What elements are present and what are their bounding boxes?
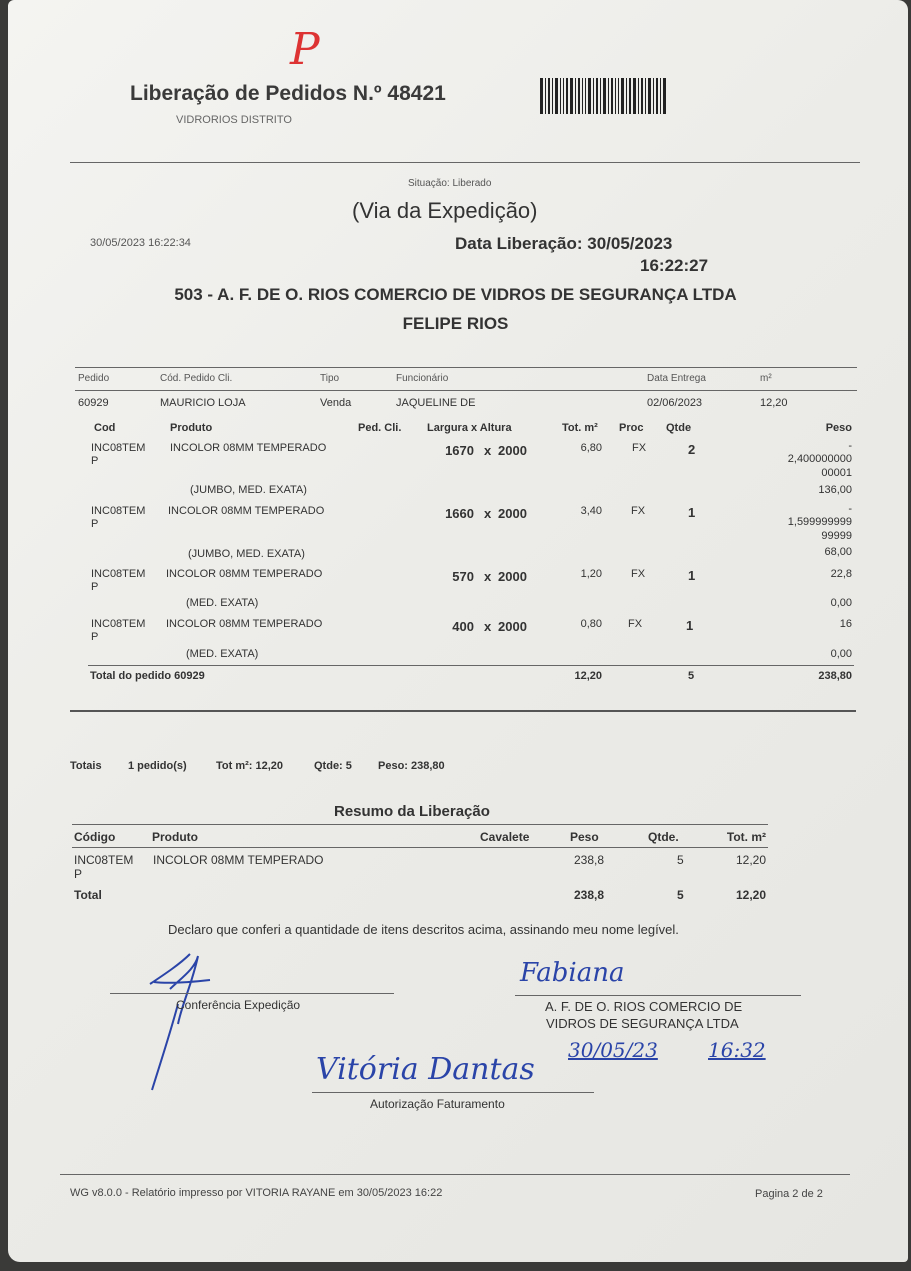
resumo-title: Resumo da Liberação [334, 803, 490, 820]
totais-peso: Peso: 238,80 [378, 760, 445, 772]
table-row-proc: FX [628, 618, 643, 630]
footer-divider [60, 1174, 850, 1175]
th-cod: Cod [94, 422, 116, 434]
table-row-obs: (JUMBO, MED. EXATA) [190, 484, 307, 496]
table-row-peso-total: 0,00 [830, 597, 852, 609]
table-row-peso: 22,8 [830, 568, 852, 580]
table-row-tot-m2: 3,40 [580, 505, 602, 517]
conferencia-signature [140, 944, 230, 1094]
handwritten-date: 30/05/23 [568, 1038, 658, 1062]
table-row-tot-m2: 0,80 [580, 618, 602, 630]
order-total-qtde: 5 [688, 670, 695, 682]
table-row-peso-cont: 99999 [821, 530, 852, 542]
footer-report-info: WG v8.0.0 - Relatório impresso por VITORIA RAYANE em 30/05/2023 16:22 [70, 1187, 443, 1199]
order-total-peso: 238,80 [818, 670, 852, 682]
table-row-produto: INCOLOR 08MM TEMPERADO [170, 442, 327, 454]
resumo-row-qtde: 5 [677, 853, 684, 867]
table-row-tot-m2: 6,80 [580, 442, 602, 454]
totais-label: Totais [70, 760, 102, 772]
table-row-altura: 2000 [498, 506, 527, 521]
order-number: 60929 [78, 397, 109, 409]
order-total-label: Total do pedido 60929 [90, 670, 205, 682]
table-row-x: x [484, 443, 492, 458]
resumo-header-divider [72, 847, 768, 848]
table-row-produto: INCOLOR 08MM TEMPERADO [168, 505, 325, 517]
resumo-row-cod-suffix: P [74, 867, 83, 881]
table-row-qtde: 1 [688, 568, 696, 583]
table-row-peso: 2,400000000 [787, 453, 852, 465]
table-row-peso-dash: - [848, 503, 852, 515]
table-row-cod-suffix: P [91, 631, 99, 643]
table-row-obs: (JUMBO, MED. EXATA) [188, 548, 305, 560]
table-row-peso-total: 0,00 [830, 648, 852, 660]
resumo-total-peso: 238,8 [573, 888, 604, 902]
table-row-cod: INC08TEM [91, 568, 146, 580]
order-client-code: MAURICIO LOJA [160, 397, 246, 409]
resumo-row-tot-m2: 12,20 [735, 853, 766, 867]
table-row-produto: INCOLOR 08MM TEMPERADO [166, 568, 323, 580]
resumo-th-peso: Peso [570, 830, 599, 844]
table-row-peso: 1,599999999 [787, 516, 852, 528]
table-row-largura: 1670 [445, 443, 474, 458]
table-row-largura: 1660 [445, 506, 474, 521]
authorization-signature: Vitória Dantas [316, 1052, 535, 1087]
conferencia-line [110, 993, 394, 994]
resumo-row-peso: 238,8 [573, 853, 604, 867]
authorization-label: Autorização Faturamento [370, 1097, 505, 1111]
table-row-x: x [484, 619, 492, 634]
totais-pedidos: 1 pedido(s) [128, 760, 187, 772]
table-row-tot-m2: 1,20 [580, 568, 602, 580]
printed-timestamp: 30/05/2023 16:22:34 [90, 237, 191, 249]
table-row-produto: INCOLOR 08MM TEMPERADO [166, 618, 323, 630]
table-row-qtde: 2 [688, 442, 696, 457]
table-row-peso-total: 136,00 [818, 484, 852, 496]
th-ped-cli: Ped. Cli. [358, 422, 402, 434]
client-sign-name-2: VIDROS DE SEGURANÇA LTDA [546, 1016, 739, 1031]
table-row-largura: 570 [452, 569, 474, 584]
handwritten-time: 16:32 [708, 1038, 766, 1062]
resumo-total-qtde: 5 [677, 888, 684, 902]
resumo-top-divider [72, 824, 768, 825]
table-row-proc: FX [631, 505, 646, 517]
table-row-cod-suffix: P [91, 518, 99, 530]
declaration-text: Declaro que conferi a quantidade de itens descritos acima, assinando meu nome legível. [168, 922, 679, 937]
resumo-th-produto: Produto [152, 830, 198, 844]
client-contact: FELIPE RIOS [402, 314, 509, 333]
order-employee: JAQUELINE DE [396, 397, 476, 409]
barcode [540, 78, 682, 114]
table-row-qtde: 1 [686, 618, 694, 633]
table-row-altura: 2000 [498, 569, 527, 584]
handwritten-mark: P [290, 24, 320, 75]
th-produto: Produto [170, 422, 213, 434]
table-row-x: x [484, 506, 492, 521]
resumo-row-cod: INC08TEM [74, 853, 134, 867]
col-cod-cli: Cód. Pedido Cli. [160, 373, 233, 384]
table-row-cod: INC08TEM [91, 618, 146, 630]
page-number: Pagina 2 de 2 [755, 1188, 823, 1200]
order-delivery-date: 02/06/2023 [647, 397, 703, 409]
situacao-label: Situação: Liberado [408, 178, 492, 189]
total-divider [88, 665, 854, 666]
resumo-th-tot-m2: Tot. m² [726, 830, 766, 844]
order-m2: 12,20 [760, 397, 788, 409]
table-row-cod: INC08TEM [91, 442, 146, 454]
table-row-peso: 16 [839, 618, 852, 630]
order-type: Venda [320, 397, 352, 409]
client-signature: Fabiana [520, 958, 625, 988]
resumo-th-cavalete: Cavalete [480, 830, 530, 844]
authorization-line [312, 1092, 594, 1093]
release-date: Data Liberação: 30/05/2023 [455, 234, 673, 253]
table-row-x: x [484, 569, 492, 584]
table-row-altura: 2000 [498, 443, 527, 458]
col-m2: m² [760, 373, 772, 384]
resumo-total-tot-m2: 12,20 [735, 888, 766, 902]
table-row-cod-suffix: P [91, 455, 99, 467]
client-sign-name-1: A. F. DE O. RIOS COMERCIO DE [545, 999, 743, 1014]
table-row-largura: 400 [452, 619, 474, 634]
table-row-altura: 2000 [498, 619, 527, 634]
table-row-obs: (MED. EXATA) [186, 648, 259, 660]
table-row-peso-dash: - [848, 440, 852, 452]
col-data-entrega: Data Entrega [647, 373, 706, 384]
table-row-peso-total: 68,00 [824, 546, 852, 558]
table-row-peso-cont: 00001 [821, 467, 852, 479]
th-tot-m2: Tot. m² [562, 422, 598, 434]
col-funcionario: Funcionário [396, 373, 449, 384]
th-peso: Peso [825, 422, 852, 434]
th-dimensions: Largura x Altura [427, 422, 512, 434]
order-header-divider [75, 390, 857, 391]
resumo-th-codigo: Código [74, 830, 116, 844]
th-proc: Proc [619, 422, 644, 434]
totais-m2: Tot m²: 12,20 [216, 760, 284, 772]
table-row-cod: INC08TEM [91, 505, 146, 517]
via-label: (Via da Expedição) [352, 198, 538, 223]
header-divider [70, 162, 860, 163]
resumo-row-produto: INCOLOR 08MM TEMPERADO [153, 853, 324, 867]
client-signature-line [515, 995, 801, 996]
release-time: 16:22:27 [640, 256, 709, 275]
table-row-proc: FX [632, 442, 647, 454]
order-top-divider [75, 367, 857, 368]
table-row-cod-suffix: P [91, 581, 99, 593]
section-divider [70, 710, 856, 712]
resumo-total-label: Total [74, 888, 102, 902]
page-title: Liberação de Pedidos N.º 48421 [130, 82, 446, 105]
company-short-name: VIDRORIOS DISTRITO [176, 114, 292, 126]
th-qtde: Qtde [666, 422, 692, 434]
col-tipo: Tipo [320, 373, 340, 384]
order-total-m2: 12,20 [574, 670, 602, 682]
table-row-proc: FX [631, 568, 646, 580]
resumo-th-qtde: Qtde. [648, 830, 679, 844]
totais-qtde: Qtde: 5 [314, 760, 352, 772]
client-name: 503 - A. F. DE O. RIOS COMERCIO DE VIDROS DE SEGURANÇA LTDA [174, 285, 737, 304]
col-pedido: Pedido [78, 373, 110, 384]
conferencia-label: Conferência Expedição [176, 998, 301, 1012]
table-row-obs: (MED. EXATA) [186, 597, 259, 609]
table-row-qtde: 1 [688, 505, 696, 520]
